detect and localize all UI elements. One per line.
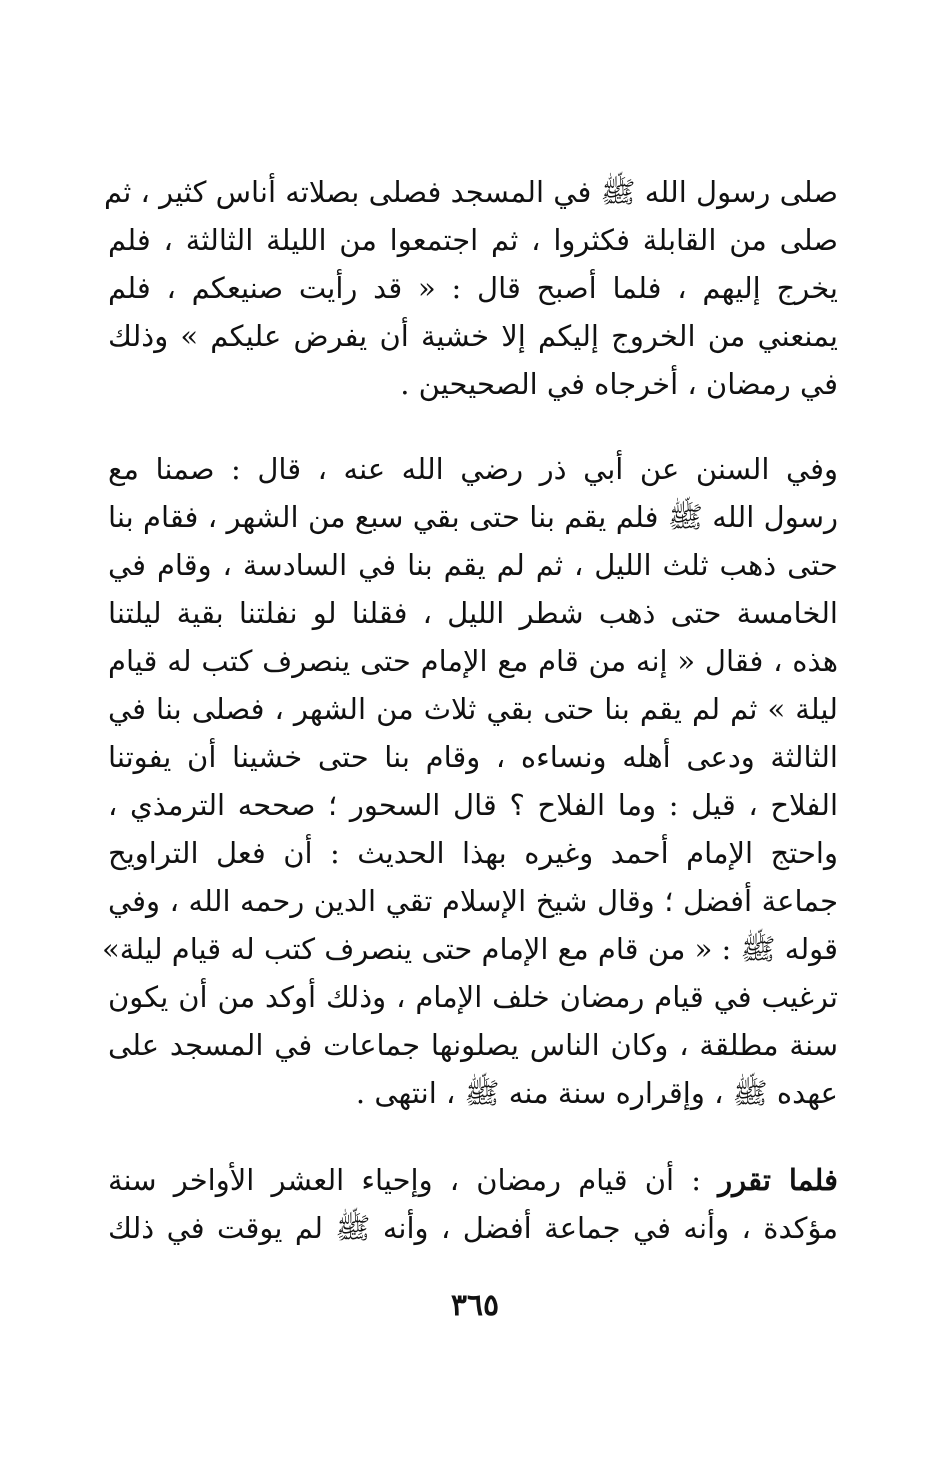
text-line: سنة مطلقة ، وكان الناس يصلونها جماعات في المسجد على	[108, 1028, 838, 1062]
text-line: واحتج الإمام أحمد وغيره بهذا الحديث : أن فعل التراويح	[108, 836, 838, 870]
text-line: رسول الله ﷺ فلم يقم بنا حتى بقي سبع من الشهر ، فقام بنا	[108, 500, 838, 534]
paragraph-2	[102, 445, 838, 1117]
text-line: قوله ﷺ : « من قام مع الإمام حتى ينصرف كتب له قيام ليلة»	[102, 932, 838, 966]
text-line: الفلاح ، قيل : وما الفلاح ؟ قال السحور ؛ صححه الترمذي ،	[108, 788, 838, 822]
text-line: جماعة أفضل ؛ وقال شيخ الإسلام تقي الدين رحمه الله ، وفي	[108, 884, 838, 918]
text-line: الثالثة ودعى أهله ونساءه ، وقام بنا حتى خشينا أن يفوتنا	[108, 740, 838, 774]
paragraph-1	[103, 168, 838, 408]
paragraph-3	[108, 1156, 838, 1252]
page-number: ٣٦٥	[450, 1288, 500, 1323]
text-line: هذه ، فقال « إنه من قام مع الإمام حتى ينصرف كتب له قيام	[108, 644, 838, 678]
text-line: ترغيب في قيام رمضان خلف الإمام ، وذلك أوكد من أن يكون	[108, 980, 838, 1014]
text-line: الخامسة حتى ذهب شطر الليل ، فقلنا لو نفلتنا بقية ليلتنا	[108, 596, 838, 630]
text-line: يخرج إليهم ، فلما أصبح قال : « قد رأيت صنيعكم ، فلم	[108, 271, 838, 305]
text-line: صلى رسول الله ﷺ في المسجد فصلى بصلاته أناس كثير ، ثم	[103, 175, 838, 209]
text-line: ليلة » ثم لم يقم بنا حتى بقي ثلاث من الشهر ، فصلى بنا في	[108, 692, 838, 726]
bold-lead-phrase: فلما تقرر	[718, 1163, 838, 1197]
text-line: صلى من القابلة فكثروا ، ثم اجتمعوا من الليلة الثالثة ، فلم	[108, 223, 838, 257]
text-line: يمنعني من الخروج إليكم إلا خشية أن يفرض عليكم » وذلك	[108, 319, 838, 353]
text-line: عهده ﷺ ، وإقراره سنة منه ﷺ ، انتهى .	[355, 1076, 838, 1110]
text-line	[108, 1156, 838, 1204]
text-line-rest: : أن قيام رمضان ، وإحياء العشر الأواخر سنة	[108, 1163, 719, 1197]
text-line: وفي السنن عن أبي ذر رضي الله عنه ، قال : صمنا مع	[108, 452, 838, 486]
text-line: مؤكدة ، وأنه في جماعة أفضل ، وأنه ﷺ لم يوقت في ذلك	[108, 1211, 838, 1245]
text-line: حتى ذهب ثلث الليل ، ثم لم يقم بنا في السادسة ، وقام في	[108, 548, 838, 582]
text-line: في رمضان ، أخرجاه في الصحيحين .	[400, 367, 838, 401]
